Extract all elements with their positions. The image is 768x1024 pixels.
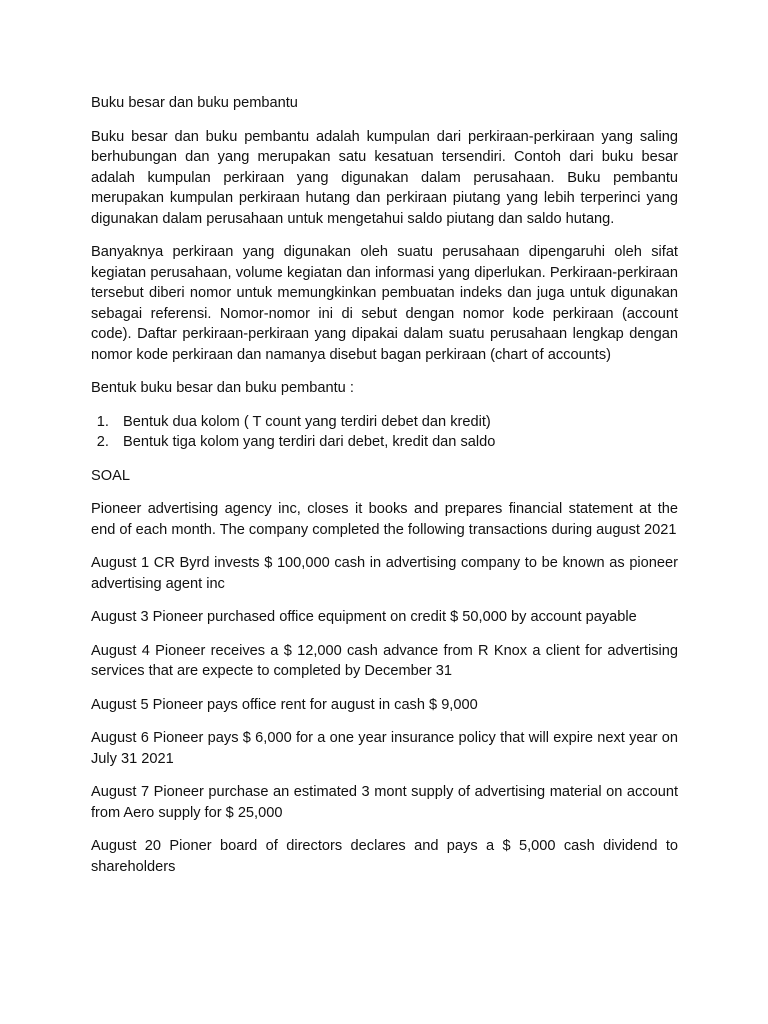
forms-list	[91, 412, 678, 453]
paragraph-definition: Buku besar dan buku pembantu adalah kumpulan dari perkiraan-perkiraan yang saling berhubungan dan yang merupakan satu kesatuan tersendiri. Contoh dari buku besar adalah kumpulan perkiraan yang digunakan dalam perusahaan. Buku pembantu merupakan kumpulan perkiraan hutang dan perkiraan piutang yang lebih terperinci yang digunakan dalam perusahaan untuk mengetahui saldo piutang dan saldo hutang.	[91, 128, 678, 227]
transaction-item: August 20 Pioner board of directors declares and pays a $ 5,000 cash dividend to shareholders	[91, 838, 678, 875]
transaction-item: August 7 Pioneer purchase an estimated 3 mont supply of advertising material on account from Aero supply for $ 25,000	[91, 784, 678, 821]
soal-intro: Pioneer advertising agency inc, closes it books and prepares financial statement at the end of each month. The company completed the following transactions during august 2021	[91, 501, 678, 538]
soal-heading: SOAL	[91, 467, 130, 484]
transaction-item: August 5 Pioneer pays office rent for august in cash $ 9,000	[91, 696, 478, 713]
forms-list-item: 2. Bentuk tiga kolom yang terdiri dari debet, kredit dan saldo	[113, 432, 678, 453]
transaction-item: August 1 CR Byrd invests $ 100,000 cash in advertising company to be known as pioneer advertising agent inc	[91, 555, 678, 592]
forms-heading: Bentuk buku besar dan buku pembantu :	[91, 380, 354, 396]
document-title: Buku besar dan buku pembantu	[91, 95, 298, 111]
document-page	[91, 93, 678, 890]
paragraph-accounts: Banyaknya perkiraan yang digunakan oleh suatu perusahaan dipengaruhi oleh sifat kegiatan perusahaan, volume kegiatan dan informasi yang diperlukan. Perkiraan-perkiraan tersebut diberi nomor untuk memungkinkan pembuatan indeks dan juga untuk digunakan sebagai referensi. Nomor-nomor ini di sebut dengan nomor kode perkiraan (account code). Daftar perkiraan-perkiraan yang dipakai dalam suatu perusahaan lengkap dengan nomor kode perkiraan dan namanya disebut bagan perkiraan (chart of accounts)	[91, 244, 678, 363]
transaction-item: August 3 Pioneer purchased office equipment on credit $ 50,000 by account payable	[91, 609, 637, 625]
transaction-item: August 6 Pioneer pays $ 6,000 for a one year insurance policy that will expire next year on July 31 2021	[91, 730, 678, 767]
forms-list-item: 1. Bentuk dua kolom ( T count yang terdiri debet dan kredit)	[113, 412, 678, 433]
transaction-item: August 4 Pioneer receives a $ 12,000 cash advance from R Knox a client for advertising services that are expecte to completed by December 31	[91, 642, 678, 679]
